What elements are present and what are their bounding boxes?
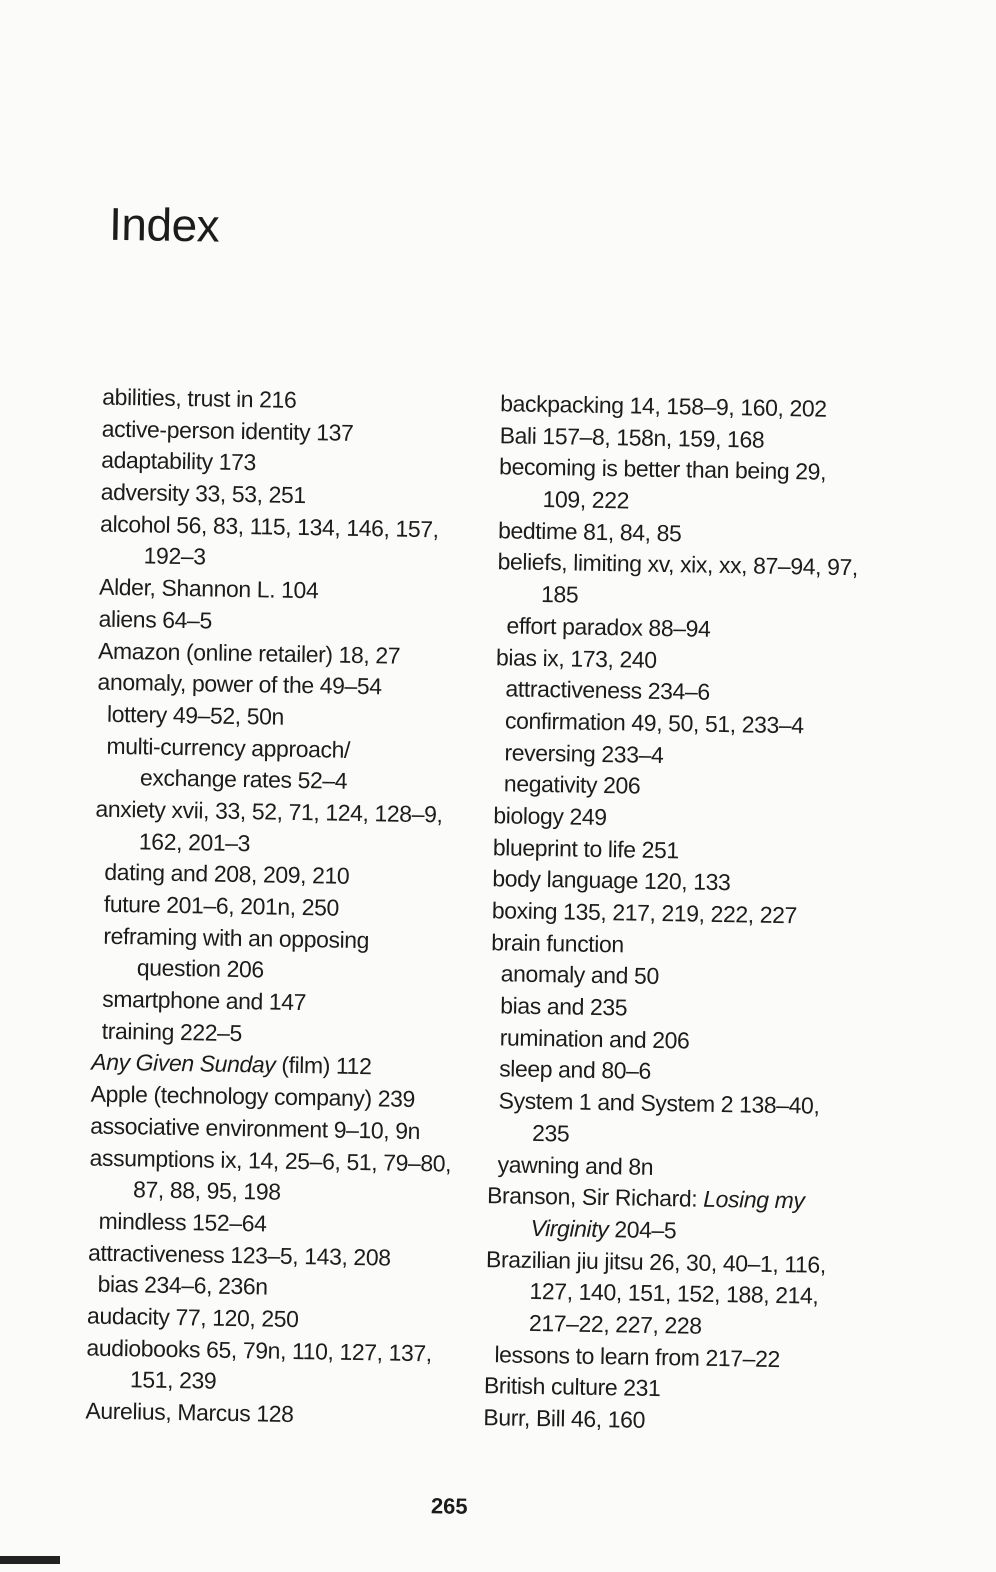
index-entry: biology 249 xyxy=(493,802,607,831)
index-subentry: lessons to learn from 217–22 xyxy=(494,1340,781,1372)
index-entry: British culture 231 xyxy=(483,1372,661,1402)
index-entry: blueprint to life 251 xyxy=(492,833,680,863)
index-entry: associative environment 9–10, 9n xyxy=(89,1112,421,1144)
index-entry: abilities, trust in 216 xyxy=(102,383,297,413)
index-subentry: mindless 152–64 xyxy=(98,1207,267,1237)
index-subentry: reversing 233–4 xyxy=(504,738,664,768)
index-subentry: future 201–6, 201n, 250 xyxy=(103,890,340,921)
index-entry: anomaly, power of the 49–54 xyxy=(97,668,382,700)
index-subentry: bias and 235 xyxy=(500,992,628,1021)
index-subentry: sleep and 80–6 xyxy=(498,1055,652,1085)
page-title: Index xyxy=(108,197,220,252)
index-subentry: attractiveness 234–6 xyxy=(505,675,710,705)
index-entry: Branson, Sir Richard: Losing my xyxy=(486,1182,805,1214)
index-entry-continuation: 192–3 xyxy=(143,542,206,570)
index-entry: anxiety xvii, 33, 52, 71, 124, 128–9, xyxy=(95,795,443,828)
index-subentry: anomaly and 50 xyxy=(500,960,660,990)
index-entry: Burr, Bill 46, 160 xyxy=(483,1404,646,1433)
index-entry: bias ix, 173, 240 xyxy=(495,643,657,673)
index-entry-continuation: 185 xyxy=(540,581,579,608)
index-subentry: smartphone and 147 xyxy=(102,985,307,1016)
index-entry-continuation: 162, 201–3 xyxy=(138,827,251,856)
index-column-right xyxy=(483,388,900,1440)
index-entry-continuation: 235 xyxy=(531,1119,570,1147)
scan-edge xyxy=(0,1556,60,1564)
index-subentry: bias 234–6, 236n xyxy=(97,1270,268,1300)
index-subentry: multi-currency approach/ xyxy=(106,732,351,763)
index-entry: becoming is better than being 29, xyxy=(498,453,827,486)
index-entry: Aurelius, Marcus 128 xyxy=(85,1397,294,1427)
index-entry: adversity 33, 53, 251 xyxy=(100,478,307,509)
index-entry-continuation: 109, 222 xyxy=(542,486,630,514)
index-column-left xyxy=(85,382,502,1434)
index-entry: boxing 135, 217, 219, 222, 227 xyxy=(491,897,798,929)
index-subentry: rumination and 206 xyxy=(499,1024,690,1054)
index-entry: brain function xyxy=(491,928,625,958)
index-entry-continuation: 127, 140, 151, 152, 188, 214, xyxy=(529,1278,819,1309)
index-entry-continuation: 217–22, 227, 228 xyxy=(528,1309,702,1339)
index-entry: Apple (technology company) 239 xyxy=(90,1080,416,1113)
index-entry: backpacking 14, 158–9, 160, 202 xyxy=(500,390,827,422)
index-entry: Amazon (online retailer) 18, 27 xyxy=(97,637,401,669)
index-entry: assumptions ix, 14, 25–6, 51, 79–80, xyxy=(89,1144,452,1177)
index-entry: attractiveness 123–5, 143, 208 xyxy=(87,1239,391,1271)
index-entry: aliens 64–5 xyxy=(98,605,213,634)
index-entry: adaptability 173 xyxy=(101,447,257,476)
index-entry: Any Given Sunday (film) 112 xyxy=(91,1049,372,1080)
index-subentry: negativity 206 xyxy=(503,770,641,799)
index-entry-continuation: 87, 88, 95, 198 xyxy=(132,1176,281,1205)
index-subentry: dating and 208, 209, 210 xyxy=(104,859,350,890)
index-entry: Bali 157–8, 158n, 159, 168 xyxy=(499,421,765,453)
index-entry: audacity 77, 120, 250 xyxy=(86,1302,299,1332)
index-subentry: training 222–5 xyxy=(101,1017,243,1046)
index-subentry: effort paradox 88–94 xyxy=(506,612,711,642)
index-entry: Brazilian jiu jitsu 26, 30, 40–1, 116, xyxy=(485,1245,827,1278)
index-subentry: System 1 and System 2 138–40, xyxy=(498,1087,820,1119)
index-entry: audiobooks 65, 79n, 110, 127, 137, xyxy=(86,1334,433,1366)
index-entry-continuation: 151, 239 xyxy=(129,1366,217,1395)
index-entry: active-person identity 137 xyxy=(101,415,354,446)
index-subentry: yawning and 8n xyxy=(497,1150,654,1180)
index-entry: beliefs, limiting xv, xix, xx, 87–94, 97, xyxy=(497,548,859,581)
index-entry-continuation: question 206 xyxy=(136,954,264,983)
index-entry-continuation: exchange rates 52–4 xyxy=(139,764,348,795)
index-entry: Alder, Shannon L. 104 xyxy=(98,573,319,604)
page-number: 265 xyxy=(430,1493,468,1519)
index-subentry: lottery 49–52, 50n xyxy=(106,700,285,730)
index-entry: bedtime 81, 84, 85 xyxy=(497,517,682,547)
index-entry: alcohol 56, 83, 115, 134, 146, 157, xyxy=(99,510,439,543)
index-subentry: confirmation 49, 50, 51, 233–4 xyxy=(504,707,804,739)
index-entry: body language 120, 133 xyxy=(492,865,731,896)
index-subentry: reframing with an opposing xyxy=(103,922,370,953)
index-entry-continuation: Virginity 204–5 xyxy=(530,1214,677,1244)
